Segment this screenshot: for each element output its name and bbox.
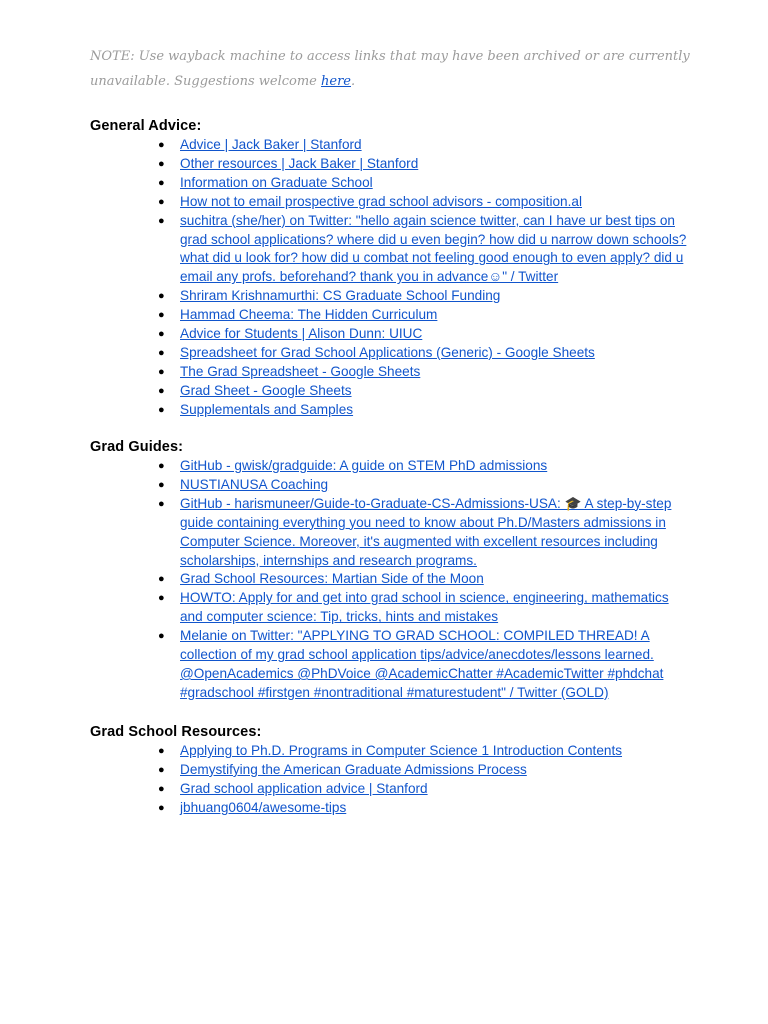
section-general-advice xyxy=(90,116,730,420)
list-item xyxy=(90,495,692,571)
list-link[interactable]: Shriram Krishnamurthi: CS Graduate School Funding xyxy=(180,288,501,304)
list-link[interactable]: Advice for Students | Alison Dunn: UIUC xyxy=(180,326,423,342)
list-item xyxy=(90,799,692,818)
bullet-icon: ● xyxy=(158,497,165,510)
list-item xyxy=(90,382,692,401)
list-link[interactable]: GitHub - harismuneer/Guide-to-Graduate-CS-Admissions-USA: 🎓 A step-by-step guide containing everything you need to know about Ph.D/Masters admissions in Computer Science. Moreover, it's augmented with excellent resources including scholarships, internships and research programs. xyxy=(180,495,672,568)
bullet-icon: ● xyxy=(158,592,165,605)
section-title: Grad Guides: xyxy=(90,439,184,455)
note-text: NOTE: Use wayback machine to access links that may have been archived or are currently unavailable. Suggestions welcome xyxy=(90,49,690,89)
bullet-icon: ● xyxy=(158,309,165,322)
list-link[interactable]: GitHub - gwisk/gradguide: A guide on STEM PhD admissions xyxy=(180,458,548,473)
link-list xyxy=(90,457,730,703)
list-item xyxy=(90,136,692,155)
list-link[interactable]: Demystifying the American Graduate Admissions Process xyxy=(180,761,527,777)
bullet-icon: ● xyxy=(158,478,165,491)
bullet-icon: ● xyxy=(158,403,165,416)
list-link[interactable]: suchitra (she/her) on Twitter: "hello again science twitter, can I have ur best tips on grad school applications? where did u even begin? how did u narrow down schools? what did u look for? how did u combat not feeling good enough to even apply? did u email any profs. beforehand? thank you in advance☺" / Twitter xyxy=(180,212,687,285)
list-link[interactable]: HOWTO: Apply for and get into grad school in science, engineering, mathematics and computer science: Tip, tricks, hints and mistakes xyxy=(180,590,669,625)
list-link[interactable]: Grad School Resources: Martian Side of the Moon xyxy=(180,571,484,587)
list-item xyxy=(90,174,692,193)
list-link[interactable]: How not to email prospective grad school advisors - composition.al xyxy=(180,193,582,209)
section-title: Grad School Resources: xyxy=(90,724,262,740)
bullet-icon: ● xyxy=(158,176,165,189)
bullet-icon: ● xyxy=(158,157,165,170)
bullet-icon: ● xyxy=(158,745,165,757)
list-item xyxy=(90,363,692,382)
note-paragraph xyxy=(90,44,730,94)
list-link[interactable]: Grad school application advice | Stanford xyxy=(180,780,428,796)
list-link[interactable]: Grad Sheet - Google Sheets xyxy=(180,382,352,398)
list-item xyxy=(90,742,692,761)
bullet-icon: ● xyxy=(158,139,165,151)
bullet-icon: ● xyxy=(158,290,165,303)
list-link[interactable]: Hammad Cheema: The Hidden Curriculum xyxy=(180,307,438,323)
note-tail: . xyxy=(351,74,356,89)
bullet-icon: ● xyxy=(158,195,165,208)
list-link[interactable]: Applying to Ph.D. Programs in Computer Science 1 Introduction Contents xyxy=(180,743,623,758)
bullet-icon: ● xyxy=(158,214,165,227)
bullet-icon: ● xyxy=(158,573,165,586)
bullet-icon: ● xyxy=(158,328,165,341)
list-link[interactable]: The Grad Spreadsheet - Google Sheets xyxy=(180,363,421,379)
list-item xyxy=(90,287,692,306)
list-item xyxy=(90,627,692,703)
list-item xyxy=(90,344,692,363)
bullet-icon: ● xyxy=(158,346,165,359)
bullet-icon: ● xyxy=(158,801,165,814)
section-title: General Advice: xyxy=(90,118,202,134)
list-item xyxy=(90,457,692,476)
list-link[interactable]: NUSTIANUSA Coaching xyxy=(180,476,329,492)
list-link[interactable]: Other resources | Jack Baker | Stanford xyxy=(180,155,419,171)
list-item xyxy=(90,780,692,799)
list-link[interactable]: Melanie on Twitter: "APPLYING TO GRAD SCHOOL: COMPILED THREAD! A collection of my grad school application tips/advice/anecdotes/lessons learned. @OpenAcademics @PhDVoice @AcademicChatter #AcademicTwitter #phdchat #gradschool #firstgen #nontraditional #maturestudent" / Twitter (GOLD) xyxy=(180,628,664,700)
section-grad-guides xyxy=(90,437,730,703)
list-link[interactable]: Information on Graduate School xyxy=(180,174,373,190)
bullet-icon: ● xyxy=(158,782,165,795)
list-link[interactable]: Supplementals and Samples xyxy=(180,401,354,417)
list-item xyxy=(90,761,692,780)
list-item xyxy=(90,325,692,344)
list-item xyxy=(90,570,692,589)
list-item xyxy=(90,476,692,495)
suggestions-link[interactable]: here xyxy=(321,74,351,89)
list-link[interactable]: Advice | Jack Baker | Stanford xyxy=(180,137,362,152)
list-item xyxy=(90,401,692,420)
list-item xyxy=(90,155,692,174)
bullet-icon: ● xyxy=(158,384,165,397)
list-link[interactable]: Spreadsheet for Grad School Applications (Generic) - Google Sheets xyxy=(180,344,595,360)
bullet-icon: ● xyxy=(158,460,165,472)
list-item xyxy=(90,306,692,325)
list-item xyxy=(90,589,692,627)
section-grad-school-resources xyxy=(90,722,730,818)
bullet-icon: ● xyxy=(158,630,165,643)
list-item xyxy=(90,212,692,288)
list-item xyxy=(90,193,692,212)
list-link[interactable]: jbhuang0604/awesome-tips xyxy=(180,799,347,815)
link-list xyxy=(90,742,730,818)
bullet-icon: ● xyxy=(158,763,165,776)
bullet-icon: ● xyxy=(158,365,165,378)
link-list xyxy=(90,136,730,420)
